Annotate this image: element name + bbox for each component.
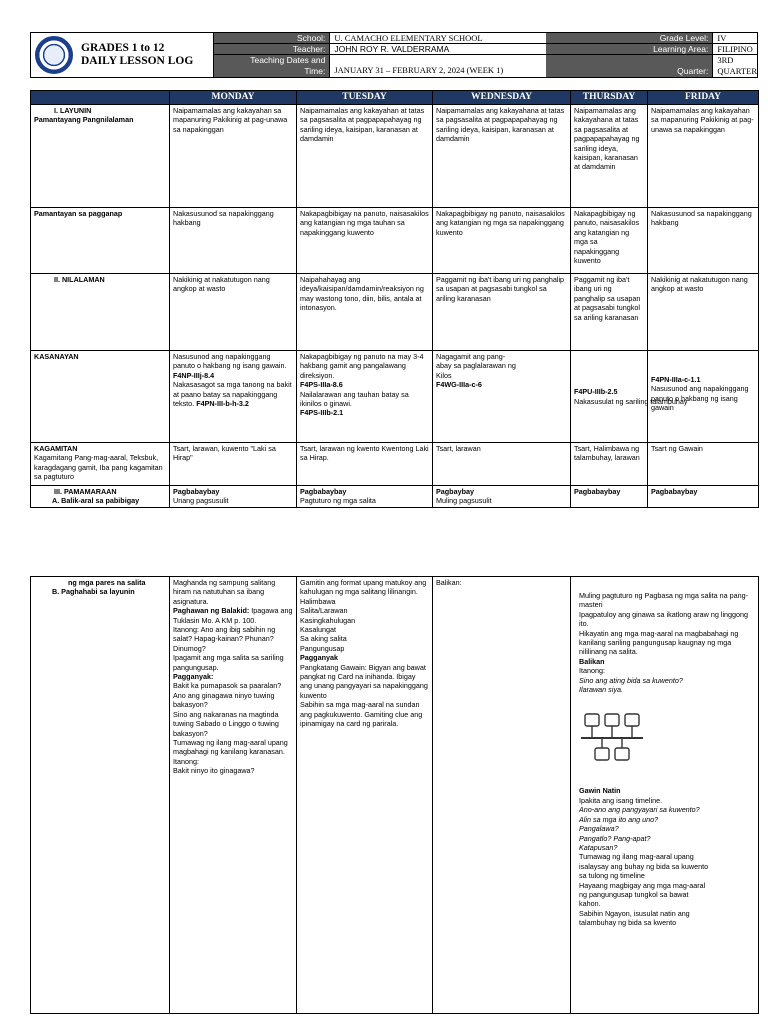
dates-label: Teaching Dates and Time: — [214, 55, 329, 77]
kagamitan-mon: Tsart, larawan, kuwento "Laki sa Hirap" — [170, 443, 297, 486]
day-friday: FRIDAY — [648, 91, 759, 105]
text-line: Maghanda ng sampung salitang hiram na natutuhan sa ibang asignatura. — [173, 578, 276, 606]
paghahabi-label: ng mga pares na salita B. Paghahabi sa layunin — [31, 577, 170, 1014]
day-monday: MONDAY — [170, 91, 297, 105]
school-value: U. CAMACHO ELEMENTARY SCHOOL — [329, 33, 546, 44]
text-line: Sabihin sa mga mag-aaral na sundan ang pagkukuwento. Gamiting clue ang ipinamigay na card ng parirala. — [300, 700, 423, 729]
text-line: Tumawag ng ilang mag-aaral upang isalaysay ang buhay ng bida sa kuwento sa tulong ng timeline — [579, 852, 709, 881]
day-thursday: THURSDAY — [571, 91, 648, 105]
kasanayan-fri: F4PN-IIIa-c-1.1 Nasusunod ang napakinggang panuto o hakbang ng isang gawain — [648, 351, 759, 443]
nilalaman-wed: Paggamit ng iba't ibang uri ng panghalip sa usapan at pagsasabi tungkol sa ariling karanasan — [433, 274, 571, 351]
pamamaraan-fri: Pagbabaybay — [648, 486, 759, 508]
nilalaman-mon: Nakikinig at nakatutugon nang angkop at wasto — [170, 274, 297, 351]
kagamitan-wed: Tsart, larawan — [433, 443, 571, 486]
text-line: Sino ang ating bida sa kuwento? — [579, 675, 683, 685]
paghahabi-row — [31, 577, 759, 1014]
layunin-tue: Naipamamalas ang kakayahan at tatas sa pagsasalita at pagpapapahayag ng sariling ideya, kaisipan, karanasan at damdamin — [297, 105, 433, 208]
school-label: School: — [214, 33, 329, 44]
day-header-row — [31, 91, 759, 105]
text-line: Gamitin ang format upang matukoy ang kahulugan ng mga salitang lilinangin. — [300, 578, 427, 597]
kagamitan-thu: Tsart, Halimbawa ng talambuhay, larawan — [571, 443, 648, 486]
text-line: Itanong: — [579, 666, 605, 676]
text-line: Ilarawan siya. — [579, 685, 623, 695]
text-line: Pangalawa? — [579, 824, 619, 834]
text-line: Bakit ka pumapasok sa paaralan? — [173, 681, 282, 691]
text-line: Halimbawa — [300, 596, 336, 606]
text-line: Ano-ano ang pangyayari sa kuwento? — [579, 805, 700, 815]
nilalaman-row — [31, 274, 759, 351]
header-info-grid — [214, 33, 757, 77]
pamamaraan-wed: Pagbaybay Muling pagsusulit — [433, 486, 571, 508]
nilalaman-tue: Naipahahayag ang ideya/kaisipan/damdamin/reaksiyon ng may wastong tono, diin, bilis, antala at intonasyon. — [297, 274, 433, 351]
text-line: Itanong: — [173, 756, 199, 766]
layunin-mon: Naipamamalas ang kakayahan sa mapanuring Pakikinig at pag-unawa sa napakinggan — [170, 105, 297, 208]
day-wednesday: WEDNESDAY — [433, 91, 571, 105]
pamamaraan-tue: Pagbabaybay Pagtuturo ng mga salita — [297, 486, 433, 508]
quarter-value: 3RD QUARTER — [712, 55, 757, 77]
text-line: Ipakita ang isang timeline. — [579, 795, 663, 805]
area-value: FILIPINO — [712, 44, 757, 55]
text-line: Alin sa mga ito ang uno? — [579, 814, 659, 824]
pagganap-wed: Nakapagbibigay ng panuto, naisasakilos ang katangian ng mga sa napakinggang kuwento — [433, 208, 571, 274]
grade-value: IV — [712, 33, 757, 44]
paghahabi-tue — [297, 577, 433, 1014]
text-line: Balikan — [579, 656, 605, 666]
text-line: Pangkatang Gawain: Bigyan ang bawat pangkat ng Card na inihanda. Ibigay ang unang pangyayari sa napakinggang kuwento — [300, 662, 428, 700]
text-line: Katapusan? — [579, 842, 618, 852]
text-line: Pagganyak: — [173, 672, 214, 682]
text-line: Kasalungat — [300, 625, 336, 635]
pamamaraan-mon: Pagbabaybay Unang pagsusulit — [170, 486, 297, 508]
grade-label: Grade Level: — [546, 33, 712, 44]
title-log: DAILY LESSON LOG — [81, 55, 194, 67]
kasanayan-wed: Nagagamit ang pang-abay sa paglalarawan ng Kilos F4WG-IIIa-c-6 — [433, 351, 571, 443]
nilalaman-fri: Nakikinig at nakatutugon nang angkop at wasto — [648, 274, 759, 351]
timeline-icon — [579, 712, 659, 774]
quarter-label: Quarter: — [546, 55, 712, 77]
kagamitan-fri: Tsart ng Gawain — [648, 443, 759, 486]
text-line: Ano ang ginagawa ninyo tuwing bakasyon? — [173, 690, 275, 710]
text-line: Sino ang nakaranas na magtinda tuwing Sabado o Linggo o tuwing bakasyon? — [173, 709, 279, 738]
text-line: Tumawag ng ilang mag-aaral upang magbahagi ng kanilang karanasan. — [173, 737, 288, 757]
text-line: Sa aking salita — [300, 634, 347, 644]
layunin-thu: Naipamamalas ang kakayahana at tatas sa pagsasalita at pagpapapahayag ng sariling ideya, kaisipan, karanasan at damdamin — [571, 105, 648, 208]
text-line: Hikayatin ang mga mag-aaral na magbabahagi ng kanilang sariling pangungusap kaugnay ng mga nililinang na salita. — [579, 628, 739, 657]
text-line: Kasingkahulugan — [300, 615, 356, 625]
text-line: Pagganyak — [300, 653, 338, 663]
text-line: Ipagamit ang mga salita sa sariling pangungusap. — [173, 653, 284, 672]
area-label: Learning Area: — [546, 44, 712, 55]
pagganap-label: Pamantayan sa pagganap — [31, 208, 170, 274]
text-line: Ipagpatuloy ang ginawa sa ikatlong araw ng linggong ito. — [579, 609, 749, 629]
pamamaraan-label: III. PAMAMARAAN A. Balik-aral sa pabibigay — [31, 486, 170, 508]
kasanayan-mon: Nasusunod ang napakinggang panuto o hakbang ng isang gawain. F4NP-IIIj-8.4 Nakasasagot sa mga tanong na bakit at paano batay sa napakinggang teksto. F4PN-III-b-h-3.2 — [170, 351, 297, 443]
lesson-table-page1 — [30, 90, 759, 508]
dates-value: JANUARY 31 – FEBRUARY 2, 2024 (WEEK 1) — [329, 55, 546, 77]
text-line: Itanong: Ano ang ibig sabihin ng salat? Hapag-kainan? Phunan? Dinumog? — [173, 625, 276, 653]
teacher-label: Teacher: — [214, 44, 329, 55]
layunin-wed: Naipamamalas ang kakayahana at tatas sa pagsasalita at pagpapapahayag ng sariling ideya, kaisipan, karanasan at damdamin — [433, 105, 571, 208]
paghahabi-mon — [170, 577, 297, 1014]
pamamaraan-row — [31, 486, 759, 508]
paghahabi-thu-fri — [571, 577, 759, 1014]
lead-rest: Ipagawa ang Tuklasin Mo. A KM p. 100. — [173, 606, 293, 625]
layunin-label: I. LAYUNIN Pamantayang Pangnilalaman — [31, 105, 170, 208]
lead-phrase: Paghawan ng Balakid: — [173, 606, 250, 616]
paghahabi-wed: Balikan: — [433, 577, 571, 1014]
gawin-natin-title: Gawin Natin — [579, 786, 621, 796]
pagganap-fri: Nakasusunod sa napakinggang hakbang — [648, 208, 759, 274]
text-line: Hayaang magbigay ang mga mag-aaral ng pangungusap tungkol sa bawat kahon. — [579, 880, 706, 909]
deped-seal-icon — [35, 36, 73, 74]
text-line: Sabihin Ngayon, isusulat natin ang talambuhay ng bida sa kwento — [579, 908, 690, 928]
kasanayan-thu: F4PU-IIIb-2.5 Nakasusulat ng sariling talambuhay — [571, 351, 648, 443]
day-tuesday: TUESDAY — [297, 91, 433, 105]
kagamitan-label: KAGAMITAN Kagamitang Pang-mag-aaral, Teksbuk, karagdagang gamit, Iba pang kagamitan sa pagtuturo — [31, 443, 170, 486]
text-line: Pangatlo? Pang-apat? — [579, 833, 651, 843]
nilalaman-thu: Paggamit ng iba't ibang uri ng panghalip sa usapan at pagsasabi tungkol sa ariling karanasan — [571, 274, 648, 351]
text-line: Pangungusap — [300, 643, 345, 653]
corner-cell — [31, 91, 170, 105]
layunin-fri: Naipamamalas ang kakayahan sa mapanuring Pakikinig at pag-unawa sa napakinggan — [648, 105, 759, 208]
kasanayan-label: KASANAYAN — [31, 351, 170, 443]
kasanayan-row — [31, 351, 759, 443]
pagganap-tue: Nakapagbibigay na panuto, naisasakilos ang katangian ng mga tauhan sa napakinggang kuwento — [297, 208, 433, 274]
kagamitan-tue: Tsart, larawan ng kwento Kwentong Laki sa Hirap. — [297, 443, 433, 486]
pagganap-thu: Nakapagbibigay ng panuto, naisasakilos ang katangian ng mga sa napakinggang kuwento — [571, 208, 648, 274]
header-title-block — [31, 33, 214, 77]
kasanayan-tue: Nakapagbibigay ng panuto na may 3-4 hakbang gamit ang pangalawang direksiyon. F4PS-IIIa-8.6 Nailalarawan ang tauhan batay sa ikinilos o ginawi. F4PS-IIIb-2.1 — [297, 351, 433, 443]
pagganap-mon: Nakasusunod sa napakinggang hakbang — [170, 208, 297, 274]
pamamaraan-thu: Pagbabaybay — [571, 486, 648, 508]
kagamitan-row — [31, 443, 759, 486]
text-line: Muling pagtuturo ng Pagbasa ng mga salita na pang-masteri — [579, 591, 749, 610]
text-line: Salita/Larawan — [300, 606, 348, 616]
pagganap-row — [31, 208, 759, 274]
title-grades: GRADES 1 to 12 — [81, 42, 165, 54]
text-line — [173, 606, 293, 625]
layunin-row — [31, 105, 759, 208]
lesson-table-page2 — [30, 576, 759, 1014]
nilalaman-label: II. NILALAMAN — [31, 274, 170, 351]
teacher-value: JOHN ROY R. VALDERRAMA — [329, 44, 546, 55]
lesson-log-header — [30, 32, 758, 78]
text-line: Bakit ninyo ito ginagawa? — [173, 766, 255, 776]
timeline-diagram — [579, 712, 755, 782]
